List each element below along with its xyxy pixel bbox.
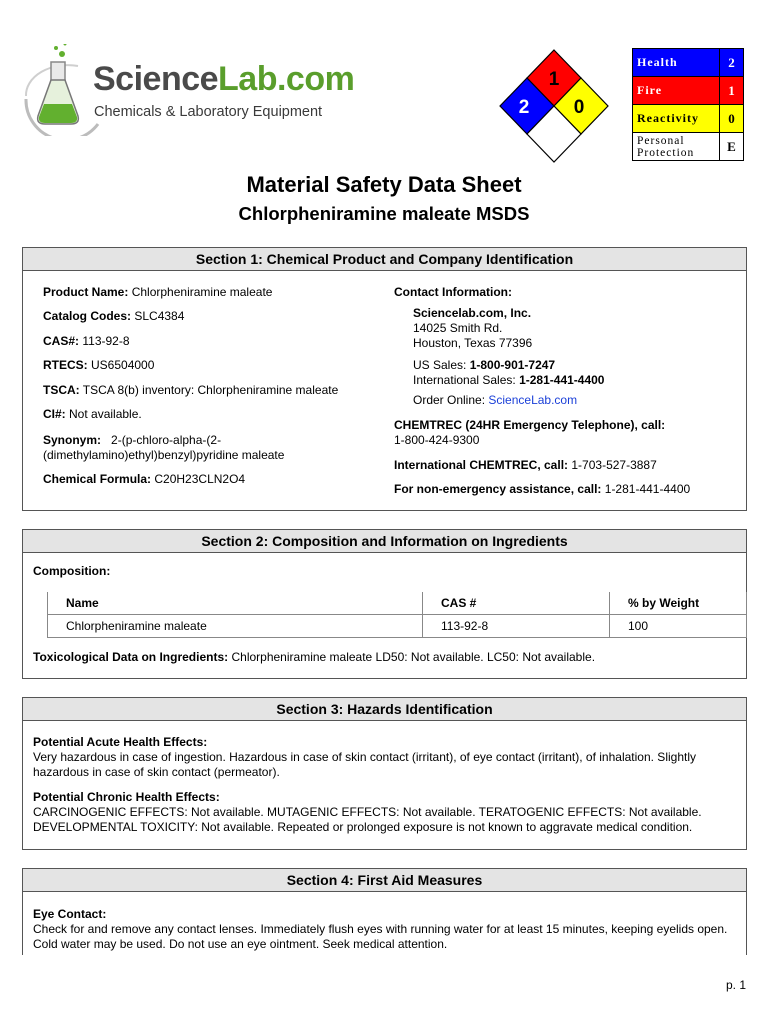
- chronic-health-effects: Potential Chronic Health Effects: CARCINOGENIC EFFECTS: Not available. MUTAGENIC EFFECTS: Not available. TERATOGENIC EFFECTS: Not available. DEVELOPMENTAL TOXICITY: Not available. Repeated or prolonged exposure is not known to aggravate medical condition.: [33, 790, 702, 834]
- international-chemtrec: International CHEMTREC, call: 1-703-527-3887: [394, 458, 657, 472]
- logo-wordmark: ScienceLab.com: [93, 60, 355, 98]
- section-2-header: Section 2: Composition and Information on Ingredients: [23, 530, 746, 553]
- ingredients-table: [47, 592, 747, 638]
- ci-number: CI#: Not available.: [43, 407, 142, 421]
- section-3-header: Section 3: Hazards Identification: [23, 698, 746, 721]
- hazard-rating-table: [632, 48, 744, 161]
- contact-info-label: Contact Information:: [394, 285, 512, 299]
- section-1: [22, 247, 747, 511]
- chemical-formula: Chemical Formula: C20H23CLN2O4: [43, 472, 246, 486]
- hazard-row-health: Health 2: [633, 49, 744, 77]
- hazard-row-personal-protection: Personal Protection E: [633, 133, 744, 161]
- us-sales: US Sales: 1-800-901-7247: [413, 358, 556, 372]
- order-online: Order Online: ScienceLab.com: [413, 393, 578, 407]
- logo-tagline: Chemicals & Laboratory Equipment: [94, 104, 323, 120]
- company-name: Sciencelab.com, Inc.: [413, 306, 532, 320]
- non-emergency-assistance: For non-emergency assistance, call: 1-281-441-4400: [394, 482, 691, 496]
- page-subtitle: Chlorpheniramine maleate MSDS: [238, 203, 530, 224]
- eye-contact: Eye Contact: Check for and remove any contact lenses. Immediately flush eyes with running water for at least 15 minutes, keeping eyelids open. Cold water may be used. Do not use an eye ointment. Seek medical attention.: [33, 907, 728, 951]
- product-name: Product Name: Chlorpheniramine maleate: [43, 285, 273, 299]
- address-line-2: Houston, Texas 77396: [413, 336, 533, 350]
- section-3: [22, 697, 747, 850]
- hazard-row-reactivity: Reactivity 0: [633, 105, 744, 133]
- rtecs: RTECS: US6504000: [43, 358, 155, 372]
- table-row: Chlorpheniramine maleate 113-92-8 100: [48, 615, 747, 638]
- hazard-row-fire: Fire 1: [633, 77, 744, 105]
- cas-number: CAS#: 113-92-8: [43, 334, 130, 348]
- section-1-header: Section 1: Chemical Product and Company Identification: [23, 248, 746, 271]
- tsca: TSCA: TSCA 8(b) inventory: Chlorpheniramine maleate: [43, 383, 339, 397]
- composition-label: Composition:: [33, 564, 111, 578]
- section-4: [22, 868, 747, 955]
- address-line-1: 14025 Smith Rd.: [413, 321, 503, 335]
- acute-health-effects: Potential Acute Health Effects: Very hazardous in case of ingestion. Hazardous in case of skin contact (irritant), of eye contact (irritant), of inhalation. Slightly hazardous in case of skin contact (permeator).: [33, 735, 696, 779]
- nfpa-reactivity-value: 0: [573, 97, 585, 118]
- international-sales: International Sales: 1-281-441-4400: [413, 373, 605, 387]
- synonym: Synonym: 2-(p-chloro-alpha-(2- (dimethylamino)ethyl)benzyl)pyridine maleate: [43, 433, 285, 462]
- nfpa-fire-value: 1: [548, 69, 560, 90]
- nfpa-health-value: 2: [518, 97, 530, 118]
- chemtrec: CHEMTREC (24HR Emergency Telephone), call: 1-800-424-9300: [394, 418, 666, 447]
- toxicological-data: Toxicological Data on Ingredients: Chlorpheniramine maleate LD50: Not available. LC50: Not available.: [33, 650, 596, 664]
- nfpa-diamond: [498, 48, 610, 166]
- page-title: Material Safety Data Sheet: [246, 172, 522, 197]
- section-2: [22, 529, 747, 679]
- sciencelab-link[interactable]: ScienceLab.com: [488, 393, 578, 407]
- page-number: p. 1: [725, 978, 746, 992]
- catalog-codes: Catalog Codes: SLC4384: [43, 309, 185, 323]
- section-4-header: Section 4: First Aid Measures: [23, 869, 746, 892]
- ingredients-header-row: Name CAS # % by Weight: [48, 592, 747, 615]
